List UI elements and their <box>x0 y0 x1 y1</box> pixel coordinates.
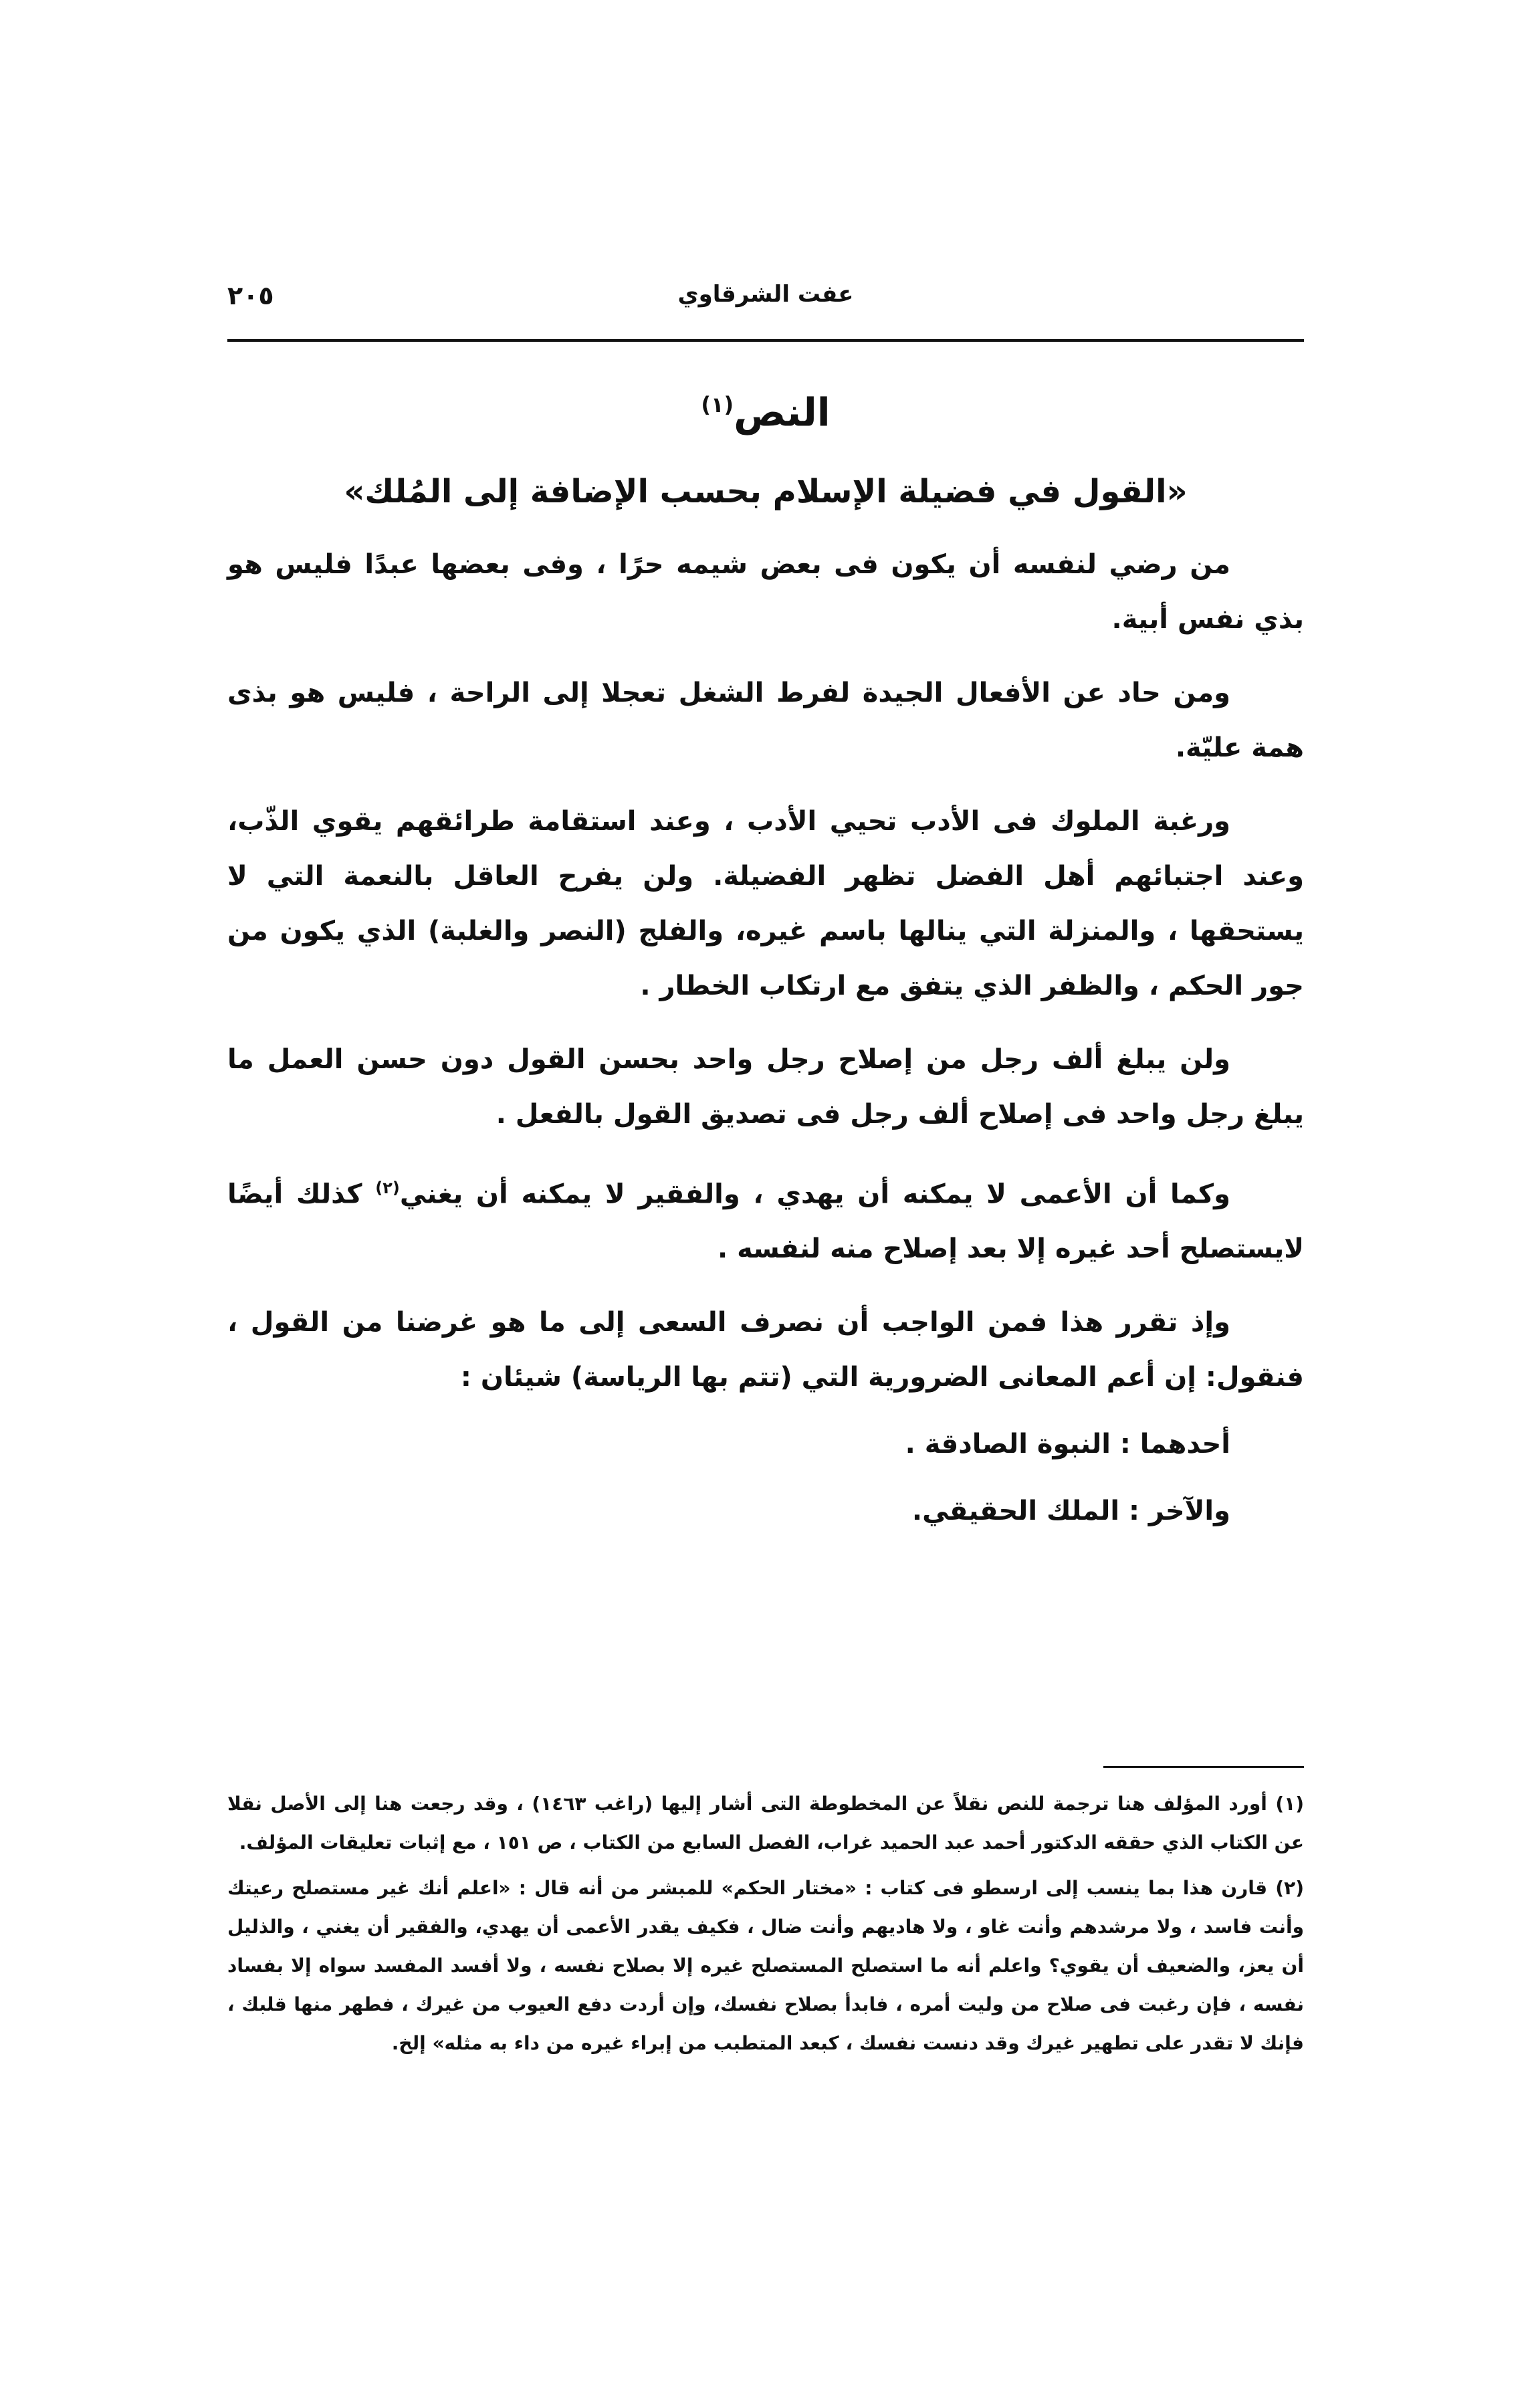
main-text <box>227 375 1304 1538</box>
running-head-author: عفت الشرقاوي <box>677 281 854 308</box>
section-subtitle: «القول في فضيلة الإسلام بحسب الإضافة إلى المُلك» <box>344 473 1188 510</box>
page-number: ٢٠٥ <box>227 281 274 310</box>
paragraph: ولن يبلغ ألف رجل من إصلاح رجل واحد بحسن القول دون حسن العمل ما يبلغ رجل واحد فى إصلاح ألف رجل فى تصديق القول بالفعل . <box>227 1044 1304 1130</box>
footnote-ref-1[interactable]: (١) <box>701 392 734 417</box>
footnote-1: (١) أورد المؤلف هنا ترجمة للنص نقلاً عن المخطوطة التى أشار إليها (راغب ١٤٦٣) ، وقد رجعت هنا إلى الأصل نقلا عن الكتاب الذي حققه الدكتور أحمد عبد الحميد غراب، الفصل السابع من الكتاب ، ص ١٥١ ، مع إثبات تعليقات المؤلف. <box>227 1793 1305 1853</box>
running-head <box>227 281 1304 334</box>
paragraph: من رضي لنفسه أن يكون فى بعض شيمه حرًا ، وفى بعضها عبدًا فليس هو بذي نفس أبية. <box>227 549 1304 635</box>
list-item: والآخر : الملك الحقيقي. <box>911 1496 1230 1527</box>
paragraph: ورغبة الملوك فى الأدب تحيي الأدب ، وعند استقامة طرائقهم يقوي الذّب، وعند اجتبائهم أهل الفضل تظهر الفضيلة. ولن يفرح العاقل بالنعمة التي لا يستحقها ، والمنزلة التي ينالها باسم غيره، والفلج (النصر والغلبة) الذي يكون من جور الحكم ، والظفر الذي يتفق مع ارتكاب الخطار . <box>227 806 1304 1001</box>
footnote-ref-2[interactable]: (٢) <box>375 1179 400 1197</box>
footnotes <box>227 1785 1304 2070</box>
section-title-text: النص <box>734 389 831 435</box>
paragraph-text-part: وكما أن الأعمى لا يمكنه أن يهدي ، والفقير لا يمكنه أن يغني <box>399 1179 1230 1210</box>
header-rule <box>227 339 1304 342</box>
list-item: أحدهما : النبوة الصادقة . <box>905 1429 1230 1460</box>
paragraph-text-part: كذلك أيضًا لايستصلح أحد غيره إلا بعد إصلاح منه لنفسه . <box>227 1179 1304 1265</box>
paragraph: ومن حاد عن الأفعال الجيدة لفرط الشغل تعجلا إلى الراحة ، فليس هو بذى همة عليّة. <box>227 678 1304 763</box>
paragraph <box>227 1161 1304 1276</box>
footnote-rule <box>1103 1766 1304 1768</box>
section-title <box>227 375 1304 435</box>
footnote-2: (٢) قارن هذا بما ينسب إلى ارسطو فى كتاب : «مختار الحكم» للمبشر من أنه قال : «اعلم أنك غير مستصلح رعيتك وأنت فاسد ، ولا مرشدهم وأنت غاو ، ولا هاديهم وأنت ضال ، فكيف يقدر الأعمى أن يهدي، والفقير أن يغني ، والذليل أن يعز، والضعيف أن يقوي؟ واعلم أنه ما استصلح المستصلح غيره إلا بصلاح نفسه ، ولا أفسد المفسد سواه إلا بفساد نفسه ، فإن رغبت فى صلاح من وليت أمره ، فابدأ بصلاح نفسك، وإن أردت دفع العيوب من غيرك ، فطهر منها قلبك ، فإنك لا تقدر على تطهير غيرك وقد دنست نفسك ، كبعد المتطبب من إبراء غيره من داء به مثله» إلخ. <box>227 1877 1304 2054</box>
paragraph: وإذ تقرر هذا فمن الواجب أن نصرف السعى إلى ما هو غرضنا من القول ، فنقول: إن أعم المعانى الضرورية التي (تتم بها الرياسة) شيئان : <box>227 1307 1304 1393</box>
